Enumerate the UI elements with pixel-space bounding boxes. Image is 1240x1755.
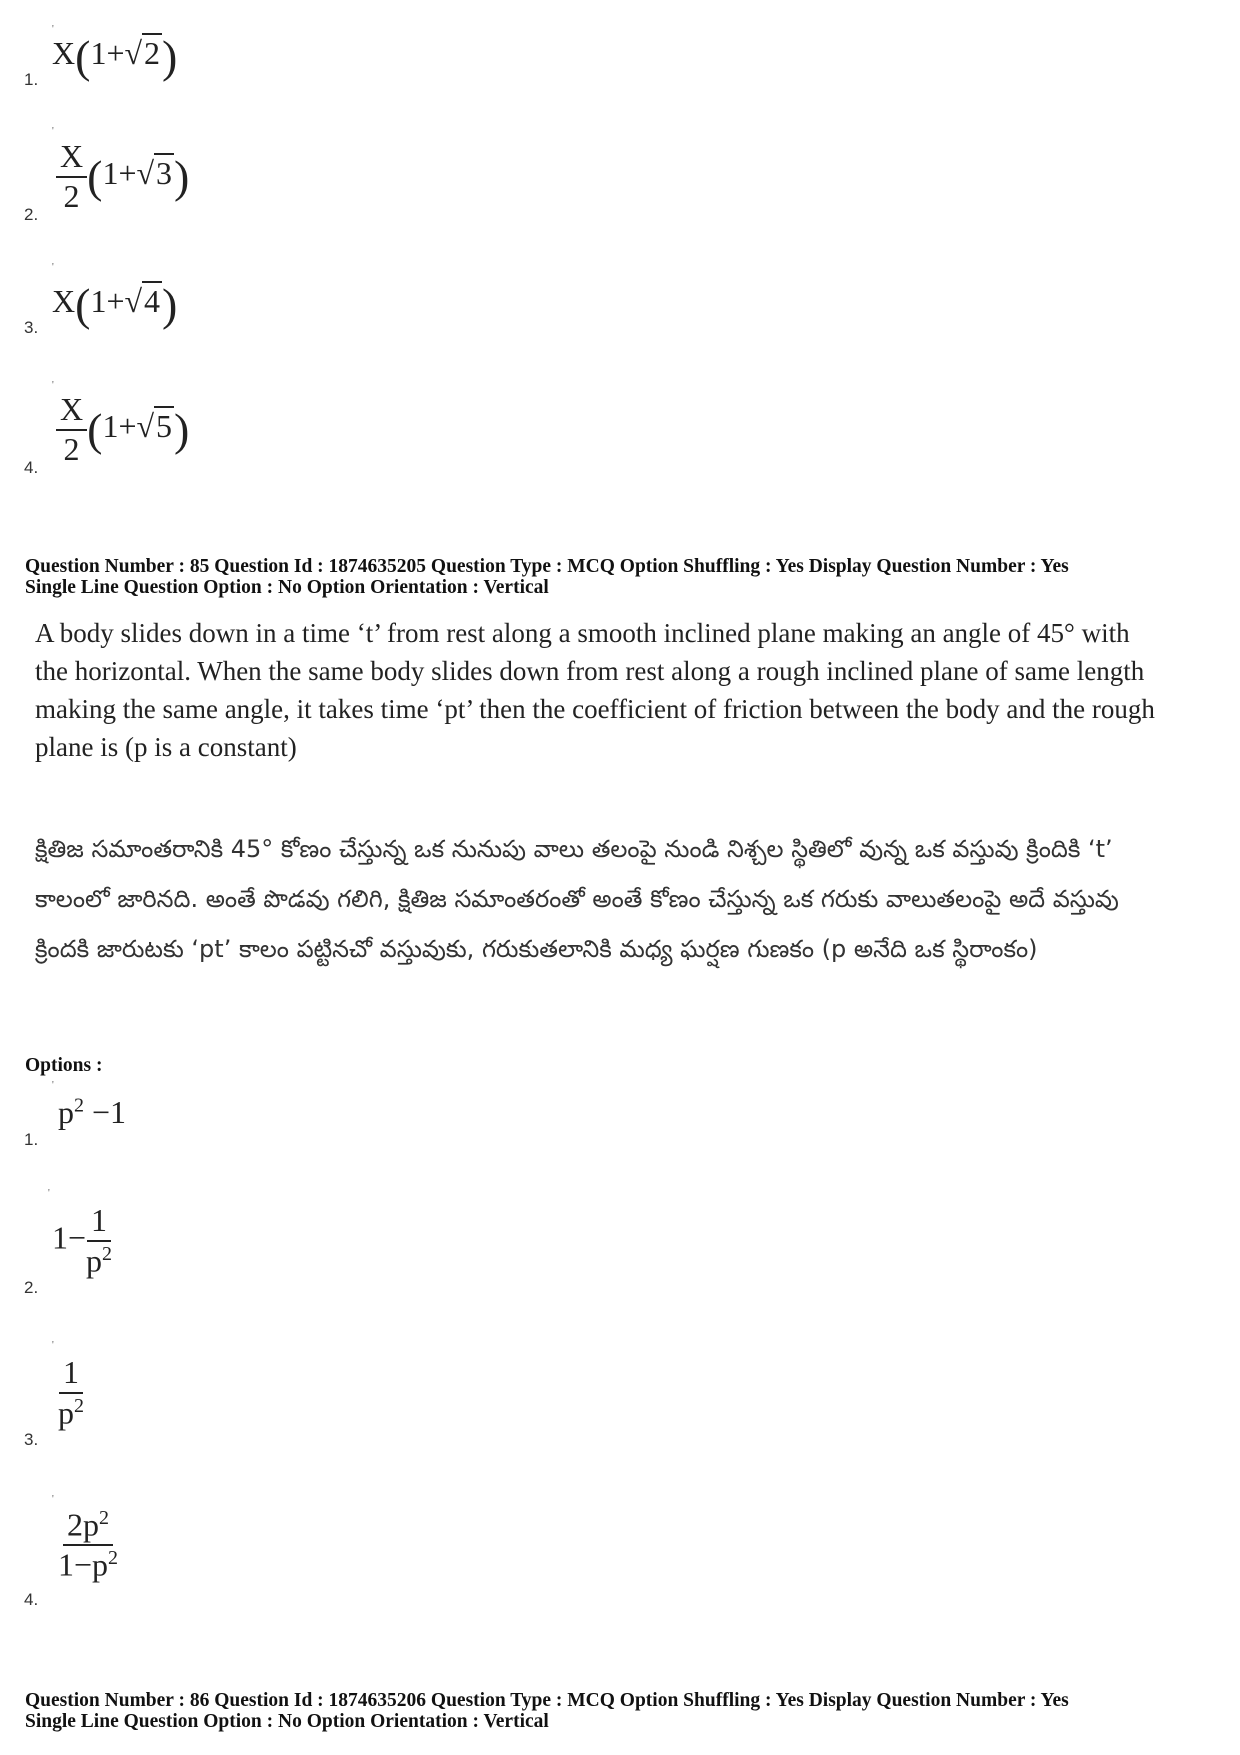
option-expression bbox=[52, 1204, 112, 1278]
fraction-denominator: p bbox=[58, 1394, 74, 1431]
exponent: 2 bbox=[74, 1094, 84, 1117]
fraction-numerator: X bbox=[56, 393, 87, 431]
fraction-denominator: 2 bbox=[63, 177, 80, 214]
option-marker: ' bbox=[52, 262, 54, 273]
exponent: 2 bbox=[74, 1394, 84, 1417]
option-number: 1. bbox=[24, 1130, 39, 1149]
option-expression bbox=[58, 1356, 84, 1430]
option-number: 2. bbox=[24, 205, 39, 224]
fraction-denominator: 1−p bbox=[58, 1546, 109, 1583]
option-marker: ' bbox=[48, 1188, 50, 1199]
expr-term: 1− bbox=[52, 1219, 87, 1256]
expr-term: 1+ bbox=[90, 282, 125, 319]
option-number: 4. bbox=[24, 1590, 39, 1609]
exponent: 2 bbox=[102, 1242, 113, 1265]
fraction-denominator: p bbox=[86, 1242, 103, 1279]
options-label: Options : bbox=[25, 1055, 103, 1076]
expr-term: 1+ bbox=[102, 154, 137, 191]
option-marker: ' bbox=[52, 380, 54, 391]
question-85-meta-line-1: Question Number : 85 Question Id : 1874635205 Question Type : MCQ Option Shuffling : Yes Display Question Number : Yes bbox=[25, 556, 1069, 577]
expr-term: 1+ bbox=[102, 407, 137, 444]
exponent: 2 bbox=[99, 1507, 110, 1529]
radicand: 2 bbox=[144, 34, 161, 71]
option-marker: ' bbox=[52, 1494, 54, 1505]
option-expression bbox=[58, 1094, 126, 1131]
option-number: 3. bbox=[24, 1430, 39, 1449]
expr-term: 1+ bbox=[90, 34, 125, 71]
option-number: 3. bbox=[24, 318, 39, 337]
fraction-numerator: 2p bbox=[67, 1506, 100, 1543]
radicand: 4 bbox=[144, 282, 161, 319]
option-marker: ' bbox=[52, 126, 54, 137]
option-marker: ' bbox=[52, 1080, 54, 1091]
option-marker: ' bbox=[52, 24, 54, 35]
option-expression: X(1+√4) bbox=[52, 279, 178, 330]
option-marker: ' bbox=[52, 1340, 54, 1351]
fraction-denominator: 2 bbox=[63, 430, 80, 467]
option-expression: X(1+√2) bbox=[52, 31, 178, 82]
expr-term: −1 bbox=[84, 1094, 127, 1130]
fraction-numerator: 1 bbox=[59, 1356, 83, 1394]
fraction-numerator: 1 bbox=[87, 1204, 111, 1242]
expr-term: X bbox=[52, 282, 76, 319]
option-expression: $\frac{X}{2}$ (1+√3) bbox=[56, 140, 189, 213]
expr-term: X bbox=[52, 34, 76, 71]
question-86-meta-line-2: Single Line Question Option : No Option Orientation : Vertical bbox=[25, 1711, 549, 1732]
fraction-numerator: X bbox=[56, 140, 87, 178]
radicand: 3 bbox=[156, 154, 173, 191]
question-85-meta-line-2: Single Line Question Option : No Option Orientation : Vertical bbox=[25, 577, 549, 598]
question-85-text-english: A body slides down in a time ‘t’ from rest along a smooth inclined plane making an angle of 45° with the horizontal. When the same body slides down from rest along a rough inclined plane of same length making the same angle, it takes time ‘pt’ then the coefficient of friction between the body and the rough plane is (p is a constant) bbox=[35, 618, 1155, 762]
option-number: 1. bbox=[24, 70, 39, 89]
question-86-meta-line-1: Question Number : 86 Question Id : 1874635206 Question Type : MCQ Option Shuffling : Yes Display Question Number : Yes bbox=[25, 1690, 1069, 1711]
option-expression: $\frac{X}{2}$ (1+√5) bbox=[56, 393, 189, 466]
expr-term: p bbox=[58, 1094, 74, 1130]
option-expression bbox=[58, 1508, 118, 1583]
question-85-text-telugu: క్షితిజ సమాంతరానికి 45° కోణం చేస్తున్న ఒక నునుపు వాలు తలంపై నుండి నిశ్చల స్థితిలో వున్న ఒక వస్తువు క్రిందికి ‘t’ కాలంలో జారినది. అంతే పొడవు గలిగి, క్షితిజ సమాంతరంతో అంతే కోణం చేస్తున్న ఒక గరుకు వాలుతలంపై అదే వస్తువు క్రిందకి జారుటకు ‘pt’ కాలం పట్టినచో వస్తువుకు, గరుకుతలానికి మధ్య ఘర్షణ గుణకం (p అనేది ఒక స్థిరాంకం) bbox=[35, 835, 1119, 963]
option-number: 2. bbox=[24, 1278, 39, 1297]
radicand: 5 bbox=[156, 407, 173, 444]
exponent: 2 bbox=[108, 1547, 119, 1570]
option-number: 4. bbox=[24, 458, 39, 477]
